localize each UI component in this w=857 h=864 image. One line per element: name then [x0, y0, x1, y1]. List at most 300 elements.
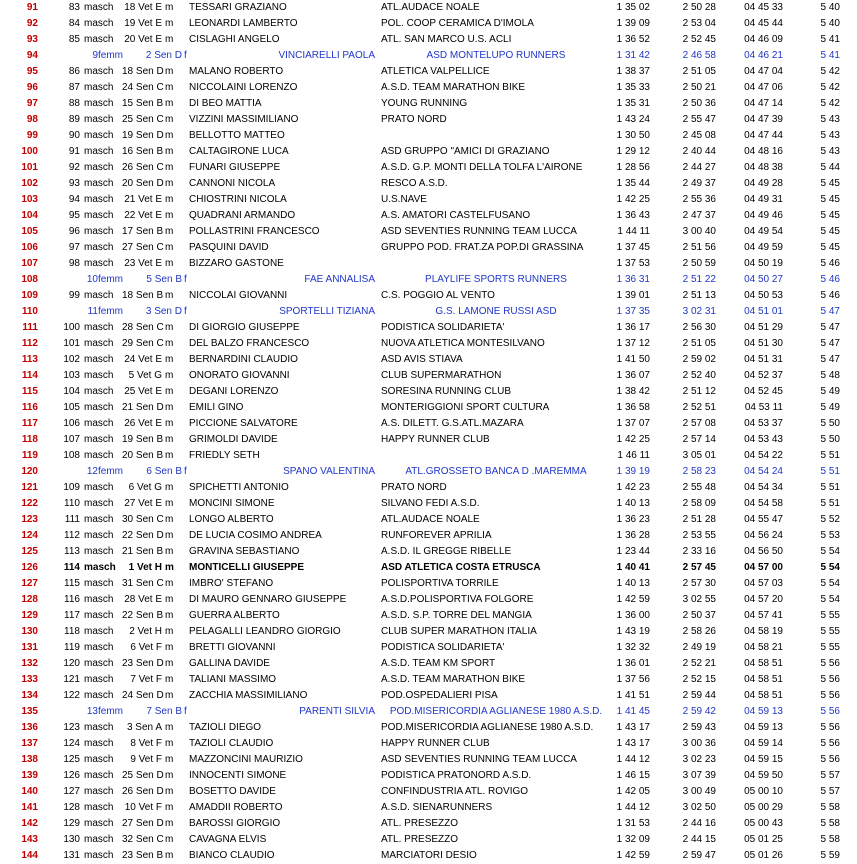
- category-cell: 22 Vet E: [124, 210, 162, 221]
- category-cell: 19 Vet E: [124, 18, 162, 29]
- table-row: [0, 64, 857, 80]
- finish-time-cell: 04 58 51: [744, 658, 783, 669]
- finish-time-cell: 04 47 14: [744, 98, 783, 109]
- table-row: [0, 384, 857, 400]
- pace-cell: 5 56: [820, 738, 840, 749]
- split-time-1-cell: 1 36 58: [616, 402, 650, 413]
- athlete-name-cell: MAZZONCINI MAURIZIO: [189, 754, 303, 765]
- table-row: [0, 608, 857, 624]
- category-suffix-cell: m: [165, 578, 174, 589]
- table-row: [0, 672, 857, 688]
- athlete-name-cell: MONCINI SIMONE: [189, 498, 275, 509]
- athlete-name-cell: CALTAGIRONE LUCA: [189, 146, 289, 157]
- split-time-2-cell: 2 55 47: [682, 114, 716, 125]
- position-cell: 126: [21, 562, 38, 573]
- position-cell: 91: [26, 2, 38, 13]
- position-cell: 92: [26, 18, 38, 29]
- sex-cell: masch: [84, 370, 114, 381]
- club-cell: PODISTICA SOLIDARIETA': [381, 322, 505, 333]
- sex-cell: masch: [84, 386, 114, 397]
- athlete-name-cell: INNOCENTI SIMONE: [189, 770, 287, 781]
- athlete-name-cell: BAROSSI GIORGIO: [189, 818, 281, 829]
- sex-cell: masch: [84, 530, 114, 541]
- pace-cell: 5 46: [820, 258, 840, 269]
- category-suffix-cell: m: [165, 722, 174, 733]
- category-cell: 24 Sen C: [122, 82, 164, 93]
- category-count-cell: 104: [63, 386, 80, 397]
- finish-time-cell: 04 47 04: [744, 66, 783, 77]
- category-cell: 23 Vet E: [124, 258, 162, 269]
- sex-cell: masch: [84, 194, 114, 205]
- athlete-name-cell: GALLINA DAVIDE: [189, 658, 270, 669]
- finish-time-cell: 05 00 10: [744, 786, 783, 797]
- athlete-name-cell: NICCOLAI GIOVANNI: [189, 290, 288, 301]
- category-suffix-cell: m: [165, 402, 174, 413]
- finish-time-cell: 04 48 38: [744, 162, 783, 173]
- category-count-cell: 109: [63, 482, 80, 493]
- category-cell: 18 Sen D: [122, 66, 164, 77]
- athlete-name-cell: ONORATO GIOVANNI: [189, 370, 290, 381]
- position-cell: 144: [21, 850, 38, 861]
- category-cell: 6 Vet F: [130, 642, 162, 653]
- finish-time-cell: 04 54 34: [744, 482, 783, 493]
- club-cell: HAPPY RUNNER CLUB: [381, 434, 490, 445]
- category-count-cell: 130: [63, 834, 80, 845]
- category-suffix-cell: m: [165, 322, 174, 333]
- category-cell: 24 Vet E: [124, 354, 162, 365]
- pace-cell: 5 57: [820, 770, 840, 781]
- category-count-cell: 90: [68, 130, 80, 141]
- sex-cell: masch: [84, 450, 114, 461]
- category-count-cell: 11: [87, 306, 98, 317]
- athlete-name-cell: POLLASTRINI FRANCESCO: [189, 226, 320, 237]
- category-cell: 1 Vet H: [128, 562, 162, 573]
- finish-time-cell: 04 54 22: [744, 450, 783, 461]
- split-time-2-cell: 3 00 40: [682, 226, 716, 237]
- finish-time-cell: 04 47 44: [744, 130, 783, 141]
- category-cell: 19 Sen B: [122, 434, 164, 445]
- category-cell: 26 Vet E: [124, 418, 162, 429]
- position-cell: 115: [21, 386, 38, 397]
- split-time-1-cell: 1 43 19: [616, 626, 650, 637]
- split-time-1-cell: 1 28 56: [616, 162, 650, 173]
- sex-cell: masch: [84, 226, 114, 237]
- table-row: [0, 320, 857, 336]
- club-cell: ASD AVIS STIAVA: [381, 354, 463, 365]
- category-count-cell: 83: [68, 2, 80, 13]
- pace-cell: 5 44: [820, 162, 840, 173]
- club-cell: A.S. DILETT. G.S.ATL.MAZARA: [381, 418, 524, 429]
- finish-time-cell: 04 49 28: [744, 178, 783, 189]
- category-count-cell: 119: [64, 642, 80, 653]
- sex-cell: masch: [84, 786, 114, 797]
- athlete-name-cell: BELLOTTO MATTEO: [189, 130, 285, 141]
- position-cell: 139: [21, 770, 38, 781]
- split-time-1-cell: 1 30 50: [616, 130, 650, 141]
- club-cell: POD.OSPEDALIERI PISA: [381, 690, 498, 701]
- pace-cell: 5 56: [820, 722, 840, 733]
- pace-cell: 5 41: [820, 50, 840, 61]
- sex-cell: masch: [84, 642, 114, 653]
- table-row: [0, 48, 857, 64]
- position-cell: 101: [21, 162, 38, 173]
- category-cell: 2 Sen D: [145, 50, 182, 61]
- sex-cell: masch: [84, 850, 114, 861]
- table-row: [0, 752, 857, 768]
- split-time-2-cell: 3 02 55: [682, 594, 716, 605]
- athlete-name-cell: IMBRO' STEFANO: [189, 578, 274, 589]
- pace-cell: 5 51: [820, 466, 840, 477]
- category-count-cell: 9: [92, 50, 98, 61]
- club-cell: SILVANO FEDI A.S.D.: [381, 498, 480, 509]
- sex-cell: masch: [84, 210, 114, 221]
- pace-cell: 5 51: [820, 482, 840, 493]
- athlete-name-cell: PASQUINI DAVID: [189, 242, 269, 253]
- split-time-2-cell: 2 45 08: [682, 130, 716, 141]
- category-count-cell: 123: [63, 722, 80, 733]
- category-suffix-cell: m: [165, 114, 174, 125]
- category-count-cell: 129: [63, 818, 80, 829]
- category-cell: 26 Sen D: [122, 786, 164, 797]
- pace-cell: 5 53: [820, 530, 840, 541]
- finish-time-cell: 05 01 25: [744, 834, 783, 845]
- split-time-2-cell: 3 00 49: [682, 786, 716, 797]
- category-count-cell: 124: [63, 738, 80, 749]
- split-time-2-cell: 2 52 40: [682, 370, 716, 381]
- category-count-cell: 10: [86, 274, 98, 285]
- position-cell: 110: [21, 306, 38, 317]
- split-time-1-cell: 1 37 56: [616, 674, 650, 685]
- category-cell: 17 Sen B: [122, 226, 164, 237]
- category-cell: 20 Sen D: [122, 178, 164, 189]
- category-cell: 22 Sen D: [122, 530, 164, 541]
- sex-cell: masch: [84, 114, 114, 125]
- position-cell: 133: [21, 674, 38, 685]
- category-cell: 5 Vet G: [128, 370, 162, 381]
- finish-time-cell: 04 56 24: [744, 530, 783, 541]
- sex-cell: masch: [84, 146, 114, 157]
- club-cell: RESCO A.S.D.: [381, 178, 448, 189]
- athlete-name-cell: VIZZINI MASSIMILIANO: [189, 114, 299, 125]
- category-suffix-cell: f: [184, 306, 187, 317]
- split-time-1-cell: 1 42 59: [616, 594, 650, 605]
- sex-cell: masch: [84, 594, 114, 605]
- club-cell: C.S. POGGIO AL VENTO: [381, 290, 495, 301]
- split-time-2-cell: 2 57 45: [682, 562, 716, 573]
- split-time-2-cell: 2 44 15: [682, 834, 716, 845]
- club-cell: A.S.D. SIENARUNNERS: [381, 802, 493, 813]
- category-cell: 27 Vet E: [124, 498, 162, 509]
- club-cell: MONTERIGGIONI SPORT CULTURA: [381, 402, 550, 413]
- split-time-1-cell: 1 42 25: [616, 194, 650, 205]
- club-cell: A.S.D.POLISPORTIVA FOLGORE: [381, 594, 534, 605]
- sex-cell: masch: [84, 18, 114, 29]
- category-cell: 32 Sen C: [122, 834, 164, 845]
- finish-time-cell: 04 54 24: [744, 466, 783, 477]
- finish-time-cell: 04 58 19: [744, 626, 783, 637]
- pace-cell: 5 56: [820, 706, 840, 717]
- category-cell: 23 Sen D: [122, 658, 164, 669]
- category-suffix-cell: m: [165, 178, 174, 189]
- category-cell: 24 Sen D: [122, 690, 164, 701]
- category-suffix-cell: m: [165, 834, 174, 845]
- category-count-cell: 122: [63, 690, 80, 701]
- table-row: [0, 176, 857, 192]
- athlete-name-cell: TAZIOLI CLAUDIO: [189, 738, 274, 749]
- table-row: [0, 224, 857, 240]
- finish-time-cell: 05 01 26: [744, 850, 783, 861]
- position-cell: 117: [21, 418, 38, 429]
- category-cell: 5 Sen B: [146, 274, 182, 285]
- table-row: [0, 640, 857, 656]
- athlete-name-cell: FRIEDLY SETH: [189, 450, 260, 461]
- athlete-name-cell: AMADDII ROBERTO: [189, 802, 283, 813]
- position-cell: 125: [21, 546, 38, 557]
- club-cell: ATL. PRESEZZO: [381, 834, 459, 845]
- category-count-cell: 111: [64, 514, 80, 525]
- category-cell: 2 Vet H: [129, 626, 162, 637]
- finish-time-cell: 04 51 01: [744, 306, 783, 317]
- table-row: [0, 288, 857, 304]
- category-suffix-cell: m: [165, 818, 174, 829]
- position-cell: 129: [21, 610, 38, 621]
- category-count-cell: 105: [63, 402, 80, 413]
- pace-cell: 5 47: [820, 322, 840, 333]
- club-cell: ATL.AUDACE NOALE: [381, 2, 480, 13]
- athlete-name-cell: BIANCO CLAUDIO: [189, 850, 275, 861]
- category-cell: 6 Sen B: [146, 466, 182, 477]
- table-row: [0, 800, 857, 816]
- pace-cell: 5 51: [820, 498, 840, 509]
- finish-time-cell: 04 56 50: [744, 546, 783, 557]
- category-cell: 31 Sen C: [122, 578, 164, 589]
- sex-cell: femm: [98, 706, 123, 717]
- athlete-name-cell: DEGANI LORENZO: [189, 386, 279, 397]
- pace-cell: 5 58: [820, 802, 840, 813]
- split-time-2-cell: 2 58 09: [682, 498, 716, 509]
- sex-cell: masch: [84, 98, 114, 109]
- finish-time-cell: 04 49 54: [744, 226, 783, 237]
- pace-cell: 5 45: [820, 178, 840, 189]
- finish-time-cell: 04 57 00: [744, 562, 783, 573]
- category-count-cell: 96: [68, 226, 80, 237]
- category-suffix-cell: m: [165, 386, 174, 397]
- category-count-cell: 110: [64, 498, 80, 509]
- club-cell: SORESINA RUNNING CLUB: [381, 386, 512, 397]
- finish-time-cell: 05 00 43: [744, 818, 783, 829]
- sex-cell: masch: [84, 402, 114, 413]
- athlete-name-cell: LONGO ALBERTO: [189, 514, 274, 525]
- position-cell: 143: [21, 834, 38, 845]
- finish-time-cell: 04 53 11: [744, 402, 783, 413]
- split-time-2-cell: 2 52 51: [682, 402, 716, 413]
- club-cell: MARCIATORI DESIO: [381, 850, 477, 861]
- split-time-2-cell: 2 50 37: [682, 610, 716, 621]
- finish-time-cell: 04 55 47: [744, 514, 783, 525]
- athlete-name-cell: DI BEO MATTIA: [189, 98, 262, 109]
- finish-time-cell: 04 59 13: [744, 722, 783, 733]
- split-time-2-cell: 3 07 39: [682, 770, 716, 781]
- sex-cell: masch: [84, 66, 114, 77]
- finish-time-cell: 04 51 30: [744, 338, 783, 349]
- pace-cell: 5 49: [820, 402, 840, 413]
- position-cell: 119: [21, 450, 38, 461]
- finish-time-cell: 04 50 53: [744, 290, 783, 301]
- category-count-cell: 114: [63, 562, 80, 573]
- table-row: [0, 720, 857, 736]
- position-cell: 94: [26, 50, 38, 61]
- finish-time-cell: 04 58 21: [744, 642, 783, 653]
- category-suffix-cell: m: [165, 850, 174, 861]
- category-suffix-cell: m: [165, 290, 174, 301]
- split-time-2-cell: 2 52 45: [682, 34, 716, 45]
- category-count-cell: 92: [68, 162, 80, 173]
- sex-cell: femm: [98, 50, 123, 61]
- split-time-1-cell: 1 36 23: [616, 514, 650, 525]
- split-time-2-cell: 2 58 26: [682, 626, 716, 637]
- sex-cell: masch: [84, 738, 114, 749]
- table-row: [0, 432, 857, 448]
- split-time-1-cell: 1 42 59: [616, 850, 650, 861]
- finish-time-cell: 04 57 03: [744, 578, 783, 589]
- split-time-1-cell: 1 32 32: [616, 642, 650, 653]
- position-cell: 97: [26, 98, 38, 109]
- sex-cell: masch: [84, 658, 114, 669]
- athlete-name-cell: DEL BALZO FRANCESCO: [189, 338, 310, 349]
- pace-cell: 5 40: [820, 2, 840, 13]
- table-row: [0, 464, 857, 480]
- split-time-1-cell: 1 43 24: [616, 114, 650, 125]
- position-cell: 100: [21, 146, 38, 157]
- split-time-1-cell: 1 38 42: [616, 386, 650, 397]
- position-cell: 112: [21, 338, 38, 349]
- pace-cell: 5 47: [820, 354, 840, 365]
- finish-time-cell: 04 59 50: [744, 770, 783, 781]
- split-time-1-cell: 1 40 41: [616, 562, 650, 573]
- split-time-1-cell: 1 37 53: [616, 258, 650, 269]
- category-cell: 21 Vet E: [124, 194, 162, 205]
- split-time-2-cell: 3 00 36: [682, 738, 716, 749]
- category-count-cell: 127: [63, 786, 80, 797]
- category-count-cell: 103: [63, 370, 80, 381]
- athlete-name-cell: DI MAURO GENNARO GIUSEPPE: [189, 594, 347, 605]
- pace-cell: 5 56: [820, 754, 840, 765]
- split-time-2-cell: 2 51 05: [682, 66, 716, 77]
- sex-cell: masch: [84, 130, 114, 141]
- category-cell: 3 Sen A: [126, 722, 162, 733]
- sex-cell: masch: [84, 802, 114, 813]
- athlete-name-cell: CHIOSTRINI NICOLA: [189, 194, 287, 205]
- category-suffix-cell: m: [165, 434, 174, 445]
- athlete-name-cell: SPICHETTI ANTONIO: [189, 482, 289, 493]
- position-cell: 106: [21, 242, 38, 253]
- category-count-cell: 97: [68, 242, 80, 253]
- position-cell: 109: [21, 290, 38, 301]
- finish-time-cell: 04 47 06: [744, 82, 783, 93]
- category-cell: 6 Vet G: [128, 482, 162, 493]
- pace-cell: 5 51: [820, 450, 840, 461]
- table-row: [0, 832, 857, 848]
- sex-cell: masch: [84, 674, 114, 685]
- athlete-name-cell: BIZZARO GASTONE: [189, 258, 284, 269]
- split-time-1-cell: 1 37 45: [616, 242, 650, 253]
- category-suffix-cell: m: [165, 146, 174, 157]
- split-time-1-cell: 1 35 02: [616, 2, 650, 13]
- category-cell: 22 Sen B: [122, 610, 164, 621]
- finish-time-cell: 05 00 29: [744, 802, 783, 813]
- split-time-2-cell: 2 49 19: [682, 642, 716, 653]
- sex-cell: masch: [84, 482, 114, 493]
- position-cell: 142: [21, 818, 38, 829]
- category-suffix-cell: m: [165, 162, 174, 173]
- category-suffix-cell: m: [165, 338, 174, 349]
- split-time-1-cell: 1 44 12: [616, 754, 650, 765]
- category-count-cell: 85: [68, 34, 80, 45]
- sex-cell: masch: [84, 770, 114, 781]
- pace-cell: 5 56: [820, 658, 840, 669]
- position-cell: 114: [21, 370, 38, 381]
- table-row: [0, 96, 857, 112]
- category-suffix-cell: m: [165, 738, 174, 749]
- table-row: [0, 624, 857, 640]
- club-cell: ASD MONTELUPO RUNNERS: [426, 50, 566, 61]
- category-cell: 21 Sen D: [122, 402, 164, 413]
- sex-cell: masch: [84, 578, 114, 589]
- category-cell: 7 Vet F: [130, 674, 162, 685]
- sex-cell: masch: [84, 562, 116, 573]
- finish-time-cell: 04 59 13: [744, 706, 783, 717]
- category-count-cell: 113: [64, 546, 80, 557]
- category-count-cell: 95: [68, 210, 80, 221]
- category-cell: 25 Vet E: [124, 386, 162, 397]
- athlete-name-cell: CANNONI NICOLA: [189, 178, 276, 189]
- split-time-2-cell: 2 51 22: [682, 274, 716, 285]
- table-row: [0, 592, 857, 608]
- finish-time-cell: 04 58 51: [744, 690, 783, 701]
- split-time-2-cell: 2 51 12: [682, 386, 716, 397]
- position-cell: 120: [21, 466, 38, 477]
- split-time-1-cell: 1 43 17: [616, 722, 650, 733]
- category-count-cell: 87: [68, 82, 80, 93]
- athlete-name-cell: GRAVINA SEBASTIANO: [189, 546, 300, 557]
- position-cell: 98: [26, 114, 38, 125]
- split-time-1-cell: 1 40 13: [616, 498, 650, 509]
- split-time-1-cell: 1 36 01: [616, 658, 650, 669]
- table-row: [0, 80, 857, 96]
- finish-time-cell: 04 51 29: [744, 322, 783, 333]
- pace-cell: 5 58: [820, 834, 840, 845]
- category-suffix-cell: m: [165, 370, 174, 381]
- category-count-cell: 86: [68, 66, 80, 77]
- table-row: [0, 400, 857, 416]
- athlete-name-cell: BOSETTO DAVIDE: [189, 786, 276, 797]
- sex-cell: masch: [84, 690, 114, 701]
- table-row: [0, 480, 857, 496]
- finish-time-cell: 04 52 37: [744, 370, 783, 381]
- category-suffix-cell: m: [165, 674, 174, 685]
- category-count-cell: 117: [64, 610, 80, 621]
- pace-cell: 5 45: [820, 194, 840, 205]
- athlete-name-cell: ZACCHIA MASSIMILIANO: [189, 690, 308, 701]
- athlete-name-cell: QUADRANI ARMANDO: [189, 210, 296, 221]
- category-suffix-cell: f: [184, 706, 187, 717]
- table-row: [0, 736, 857, 752]
- category-suffix-cell: m: [165, 594, 174, 605]
- finish-time-cell: 04 47 39: [744, 114, 783, 125]
- pace-cell: 5 59: [820, 850, 840, 861]
- position-cell: 130: [21, 626, 38, 637]
- category-count-cell: 125: [63, 754, 80, 765]
